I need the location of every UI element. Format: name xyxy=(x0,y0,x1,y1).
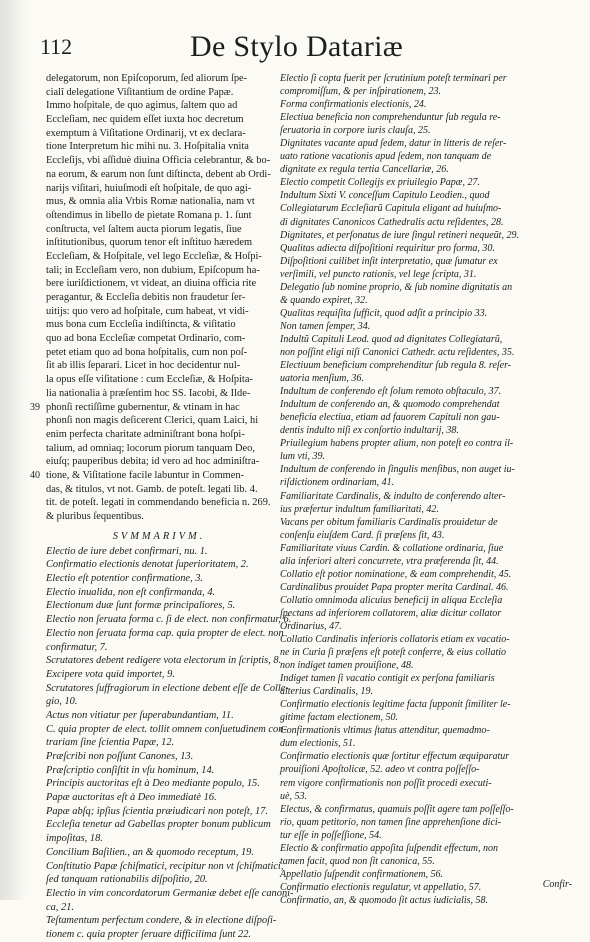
running-title: De Stylo Datariæ xyxy=(190,30,404,63)
body-line xyxy=(46,332,272,346)
spine-shadow xyxy=(0,0,28,900)
body-line xyxy=(46,86,272,100)
body-line-text: oſtendimus in libello de pietate Romana p. 1. ſunt xyxy=(46,209,252,221)
body-line xyxy=(46,127,272,141)
summary-item: ſeruatoria in corpore iuris clauſa, 25. xyxy=(280,125,431,137)
body-line-text: phonſi non magis deſicerent Clerici, quam Laici, hi xyxy=(46,415,259,427)
body-line-text: eiuſq; pauperibus debita; id vero ad hoc adminiſtra- xyxy=(46,456,260,468)
body-line xyxy=(46,291,272,305)
summary-item: Confirmatio, an, & quomodo ſit actus iudicialis, 58. xyxy=(280,894,489,906)
summary-item: Confirmatio electionis regulatur, vt appellatio, 57. xyxy=(280,881,482,893)
summary-item: Electiua beneficia non comprehenduntur ſub regula re- xyxy=(280,112,501,124)
summary-item: rio, quam petitorio, non tamen ſine apprehenſione dici- xyxy=(280,816,501,828)
body-line-text: tione Interpretum hic mihi nu. 3. Hoſpitalia vnita xyxy=(46,141,249,153)
body-line xyxy=(46,264,272,278)
summary-item: Collatio Cardinalis inferioris collatoris etiam ex vacatio- xyxy=(280,634,510,646)
body-line xyxy=(46,318,272,332)
summary-item: Scrutatores debent redigere vota electorum in ſcriptis, 8. xyxy=(46,655,282,667)
body-line xyxy=(46,346,272,360)
body-line xyxy=(46,209,272,223)
summary-item: tur eſſe in poſſeſſione, 54. xyxy=(280,829,382,841)
summary-item: uato ratione vacationis apud ſedem, non tanquam de xyxy=(280,151,492,163)
summary-item: conſenſu eiuſdem Card. ſi præſens ſit, 43. xyxy=(280,529,445,541)
body-line-text: talium, ad omniaq; locorum piorum tanquam Deo, xyxy=(46,442,255,454)
summary-item: Electio inualida, non eſt confirmanda, 4. xyxy=(46,586,216,598)
body-line-text: mus bona cum Eccleſia indiſtincta, & viſitatio xyxy=(46,319,236,331)
summary-item: Teſtamentum perfectum condere, & in electione diſpoſi- xyxy=(46,915,277,927)
body-line xyxy=(46,496,272,510)
body-line xyxy=(46,373,272,387)
summary-item: trariam ſine ſcientia Papæ, 12. xyxy=(46,737,175,749)
summary-item: Conſtitutio Papæ ſchiſmatici, recipitur non vt ſchiſmatici, xyxy=(46,860,284,872)
body-line xyxy=(46,387,272,401)
summary-item: Scrutatores ſuffragiorum in electione debent eſſe de Colle- xyxy=(46,682,289,694)
summary-item: beneficia electiua, etiam ad fauorem Capituli non gau- xyxy=(280,412,500,424)
summary-item: Electio ſi copta fuerit per ſcrutinium poteſt terminari per xyxy=(280,73,507,84)
summary-item: ne in Curia ſi præſens eſt poteſt conferre, & eius collatio xyxy=(280,647,506,659)
summary-item: Principis auctoritas eſt à Deo mediante populo, 15. xyxy=(46,778,260,790)
summary-item: prouiſioni Apoſtolicæ, 52. adeo vt contra poſſeſſo- xyxy=(280,764,480,776)
body-line xyxy=(46,99,272,113)
body-line-text: Eccleſiam, nec quidem eſſet iuxta hoc decretum xyxy=(46,114,244,126)
body-line xyxy=(46,428,272,442)
summary-item: Electio in vim concordatorum Germaniæ debet eſſe canoni- xyxy=(46,887,294,899)
summary-item: Indultum de conferendo eſt ſolum remoto obſtaculo, 37. xyxy=(280,386,502,398)
summary-item: ſed tanquam rationabilis diſpoſitio, 20. xyxy=(46,874,208,886)
summary-item: non indiget tamen prouiſione, 48. xyxy=(280,660,414,672)
summary-item: gitime factam electionem, 50. xyxy=(280,712,399,724)
body-line-text: quo ad bona Eccleſiæ competat Ordinario, com- xyxy=(46,333,246,345)
margin-number: 39 xyxy=(30,401,40,413)
summary-item: alterius Cardinalis, 19. xyxy=(280,686,373,698)
page-header xyxy=(40,30,560,66)
summary-item: Delegatio ſub nomine proprio, & ſub nomine dignitatis an xyxy=(280,281,513,293)
right-column xyxy=(280,72,570,907)
body-line-text: bere iuriſdictionem, vt videat, an diuina officia rite xyxy=(46,278,257,290)
summary-item: Confirmationis vltimus ſtatus attenditur, quemadmo- xyxy=(280,725,490,737)
body-text xyxy=(30,72,272,524)
summary-item: Cardinalibus prouidet Papa propter merita Cardinal. 46. xyxy=(280,581,509,593)
summary-item: Priuilegium habens propter alium, non poteſt eo contra il- xyxy=(280,438,514,450)
body-line-text: inſtitutionibus, quorum tenor eſt inſtituo hæredem xyxy=(46,237,253,249)
body-line-text: mus, & omnia alia Vrbis Romæ nationalia, nam vt xyxy=(46,196,255,208)
body-line-text: Immo hoſpitale, de quo agimus, ſaltem quo ad xyxy=(46,100,238,112)
summary-item: Ordinarius, 47. xyxy=(280,620,342,632)
summary-item: Familiaritate Cardinalis, & indulto de conferendo alter- xyxy=(280,490,506,502)
summary-item: Collatio eſt potior nominatione, & eam comprehendit, 45. xyxy=(280,568,512,580)
summary-item: Concilium Baſilien., an & quomodo receptum, 19. xyxy=(46,846,254,858)
body-line xyxy=(46,359,272,373)
summary-item: Confirmatio electionis denotat ſuperioritatem, 2. xyxy=(46,559,249,571)
body-line-text: tit. de poteſt. legati in commendando beneficia n. 269. xyxy=(46,497,271,509)
body-line-text: phonſi rectiſſime gubernentur, & vtinam in hac xyxy=(46,401,240,413)
body-line-text: enim perfecta charitate adminiſtrant bona hoſpi- xyxy=(46,428,245,440)
summary-item: Forma confirmationis electionis, 24. xyxy=(280,99,427,111)
body-line xyxy=(46,168,272,182)
summary-item: Electio de iure debet confirmari, nu. 1. xyxy=(46,545,208,557)
body-line xyxy=(30,469,272,483)
summary-item: Vacans per obitum familiaris Cardinalis prouidetur de xyxy=(280,516,498,528)
summary-item: Confirmatio electionis quæ ſortitur effectum æquiparatur xyxy=(280,751,510,763)
body-line xyxy=(46,250,272,264)
body-line-text: Eccleſiam, & Hoſpitale, vel lego Eccleſiæ, & Hoſpi- xyxy=(46,250,262,262)
summary-item: confirmatur, 7. xyxy=(46,641,108,653)
summary-item: dum electionis, 51. xyxy=(280,738,356,750)
summary-item: Electio eſt potentior confirmatione, 3. xyxy=(46,573,203,585)
summary-item: Indultum de conferendo in ſingulis menſibus, non auget iu- xyxy=(280,464,515,476)
summary-item: tionem c. quia propter ſeruare difficilima ſunt 22. xyxy=(46,928,252,940)
body-line xyxy=(46,154,272,168)
body-line xyxy=(46,414,272,428)
summary-item: Dignitates, et perſonatus de iure ſingul retineri nequeũt, 29. xyxy=(280,229,519,241)
summary-item: uatoria menſium, 36. xyxy=(280,373,364,385)
summary-item: Electus, & confirmatus, quamuis poſſit agere tam poſſeſſo- xyxy=(280,803,514,815)
body-line xyxy=(46,483,272,497)
summary-item: dignitate ex regula tertia Cancellariæ, 26. xyxy=(280,164,449,176)
summary-item: gio, 10. xyxy=(46,696,78,708)
summary-item: ſpectans ad inferiorem collatorem, aliæ dicitur collator xyxy=(280,607,502,619)
catchword: Confir- xyxy=(542,879,572,890)
summary-item: lum vti, 39. xyxy=(280,451,325,463)
body-line xyxy=(46,442,272,456)
summary-heading: SVMMARIVM. xyxy=(112,530,206,542)
summary-item: Papæ abſq; ipſius ſcientia præiudicari non poteſt, 17. xyxy=(46,805,268,817)
summary-item: Actus non vitiatur per ſuperabundantiam, 11. xyxy=(46,709,234,721)
summary-item: Collatio omnimoda alicuius beneficij in aliqua Eccleſia xyxy=(280,594,503,606)
page-number: 112 xyxy=(40,34,73,59)
body-line xyxy=(46,305,272,319)
summary-item: Electio non ſeruata forma c. ſi de elect. non confirmatur, 6. xyxy=(46,614,292,626)
body-line-text: peragantur, & Eccleſia debitis non fraudetur ſer- xyxy=(46,292,246,303)
body-line-text: ſit ab illis ſeparari. Licet in hoc decidentur nul- xyxy=(46,360,241,372)
body-line-text: delegatorum, non Epiſcoporum, ſed aliorum ſpe- xyxy=(46,73,248,84)
body-line-text: uitijs: quo vero ad hoſpitale, cum habeat, vt vidi- xyxy=(46,305,249,317)
summary-item: tamen facit, quod non ſit canonica, 55. xyxy=(280,855,435,867)
body-line-text: na eorum, & earum non ſunt diſtincta, debent ab Ordi- xyxy=(46,168,271,180)
body-line xyxy=(46,455,272,469)
body-line-text: lia nationalia à præſentim hoc SS. Iacobi, & Ilde- xyxy=(46,387,251,399)
summary-item: Electio & confirmatio appoſita ſuſpendit effectum, non xyxy=(280,842,499,854)
summary-item: Indultum de conferendo an, & quomodo comprehendat xyxy=(280,399,500,411)
summary-item: Præſcribi non poſſunt Canones, 13. xyxy=(46,751,194,762)
body-line-text: petet etiam quo ad bona hoſpitalis, cum non poſ- xyxy=(46,346,248,358)
body-line-text: Eccleſijs, vbi aſſiduè diuina Officia celebrantur, & bo- xyxy=(46,155,271,167)
summary-item: Indiget tamen ſi vacatio contigit ex perſona familiaris xyxy=(280,673,495,685)
summary-item: Non tamen ſemper, 34. xyxy=(280,320,371,332)
summary-item: Appellatio ſuſpendit confirmationem, 56. xyxy=(280,868,444,880)
body-line-text: tione, & Viſitatione facile labuntur in Commen- xyxy=(46,469,245,481)
body-line xyxy=(30,401,272,415)
summary-item: Diſpoſitioni cuilibet inſit interpretatio, quæ ſumatur ex xyxy=(280,255,498,267)
summary-item: & quando expiret, 32. xyxy=(280,294,368,306)
summary-item: uè, 53. xyxy=(280,790,307,802)
summary-item: Electionum duæ ſunt formæ principaliores, 5. xyxy=(46,600,236,612)
summary-item: Indultũ Capituli Leod. quod ad dignitates Collegiatarũ, xyxy=(280,333,503,345)
summary-item: riſdictionem ordinariam, 41. xyxy=(280,477,395,489)
body-line-text: tali; in Eccleſiam vero, non dubium, Epiſcopum ha- xyxy=(46,264,260,276)
summary-item: Excipere vota quid importet, 9. xyxy=(46,668,175,680)
summary-item: compromiſſum, & per inſpirationem, 23. xyxy=(280,86,442,98)
body-line xyxy=(46,236,272,250)
body-line-text: la opus eſſe viſitatione : cum Eccleſiæ, & Hoſpita- xyxy=(46,374,253,386)
summary-item: impoſitas, 18. xyxy=(46,833,103,845)
summary-item: C. quia propter de elect. tollit omnem conſuetudinem con- xyxy=(46,723,287,735)
summary-item: Familiaritate viuus Cardin. & collatione ordinaria, ſiue xyxy=(280,542,504,554)
body-line-text: cialî delegatione Viſitantium de ordine Papæ. xyxy=(46,86,234,98)
body-line xyxy=(46,72,272,86)
summary-item: Electiuum beneficium comprehenditur ſub regula 8. reſer- xyxy=(280,360,512,372)
summary-item: verſimili, vel puncto rationis, vel lege ſcripta, 31. xyxy=(280,268,477,280)
body-line xyxy=(46,140,272,154)
body-line-text: das, & titulos, vt not. Gamb. de poteſt. legati lib. 4. xyxy=(46,483,258,495)
summary-item: Qualitas requiſita ſufficit, quod adſit a principio 33. xyxy=(280,307,488,319)
margin-number: 40 xyxy=(30,469,40,481)
summary-item: Papæ auctoritas eſt à Deo immediatè 16. xyxy=(46,792,217,804)
summary-item: Dignitates vacante apud ſedem, datur in litteris de reſer- xyxy=(280,138,507,150)
body-line xyxy=(46,510,272,524)
summary-item: Confirmatio electionis legitime facta ſupponit ſimiliter le- xyxy=(280,699,511,711)
body-line xyxy=(46,182,272,196)
summary-item: ca, 21. xyxy=(46,901,74,913)
body-line xyxy=(46,223,272,237)
body-line-text: conſtructa, vel ſaltem aucta piorum legatis, ſiue xyxy=(46,223,242,235)
summary-item: alia inferiori alteri concurrete, vtra præferenda ſit, 44. xyxy=(280,555,499,567)
summary-item: Electio competit Collegijs ex priuilegio Papæ, 27. xyxy=(280,177,480,189)
summary-item: non poſſint eligi niſi Canonici Cathedr. actu reſidentes, 35. xyxy=(280,346,515,358)
summary-item: dentis indulto niſi ex conſortio indultarij, 38. xyxy=(280,425,459,437)
body-line-text: narijs viſitari, huiuſmodi eſt hoſpitale, de quo agi- xyxy=(46,182,252,194)
body-line xyxy=(46,277,272,291)
summary-item: Qualitas adiecta diſpoſitioni requiritur pro forma, 30. xyxy=(280,242,495,254)
body-line xyxy=(46,113,272,127)
body-line-text: & pluribus ſequentibus. xyxy=(46,511,144,522)
summary-item: ius præfertur indultum familiaritati, 42. xyxy=(280,503,439,515)
summary-item: rem vigore confirmationis non poſſit procedi executi- xyxy=(280,777,492,789)
summary-item: Eccleſia tenetur ad Gabellas propter bonum publicum xyxy=(46,819,271,831)
summary-item: Collegiatarum Eccleſiarũ Capitula eligant ad huiuſmo- xyxy=(280,203,502,215)
body-line xyxy=(46,195,272,209)
summary-item: Indultum Sixti V. conceſſum Capitulo Leodien., quod xyxy=(280,190,490,202)
summary-item: Electio non ſeruata forma cap. quia propter de elect. non xyxy=(46,627,284,639)
summary-item: di dignitates Canonicos Cathedralis actu reſidentes, 28. xyxy=(280,216,504,228)
summary-item: Præſcriptio conſiſtit in vſu hominum, 14. xyxy=(46,764,215,776)
body-line-text: exemptum à Viſitatione Ordinarij, vt ex declara- xyxy=(46,127,246,139)
